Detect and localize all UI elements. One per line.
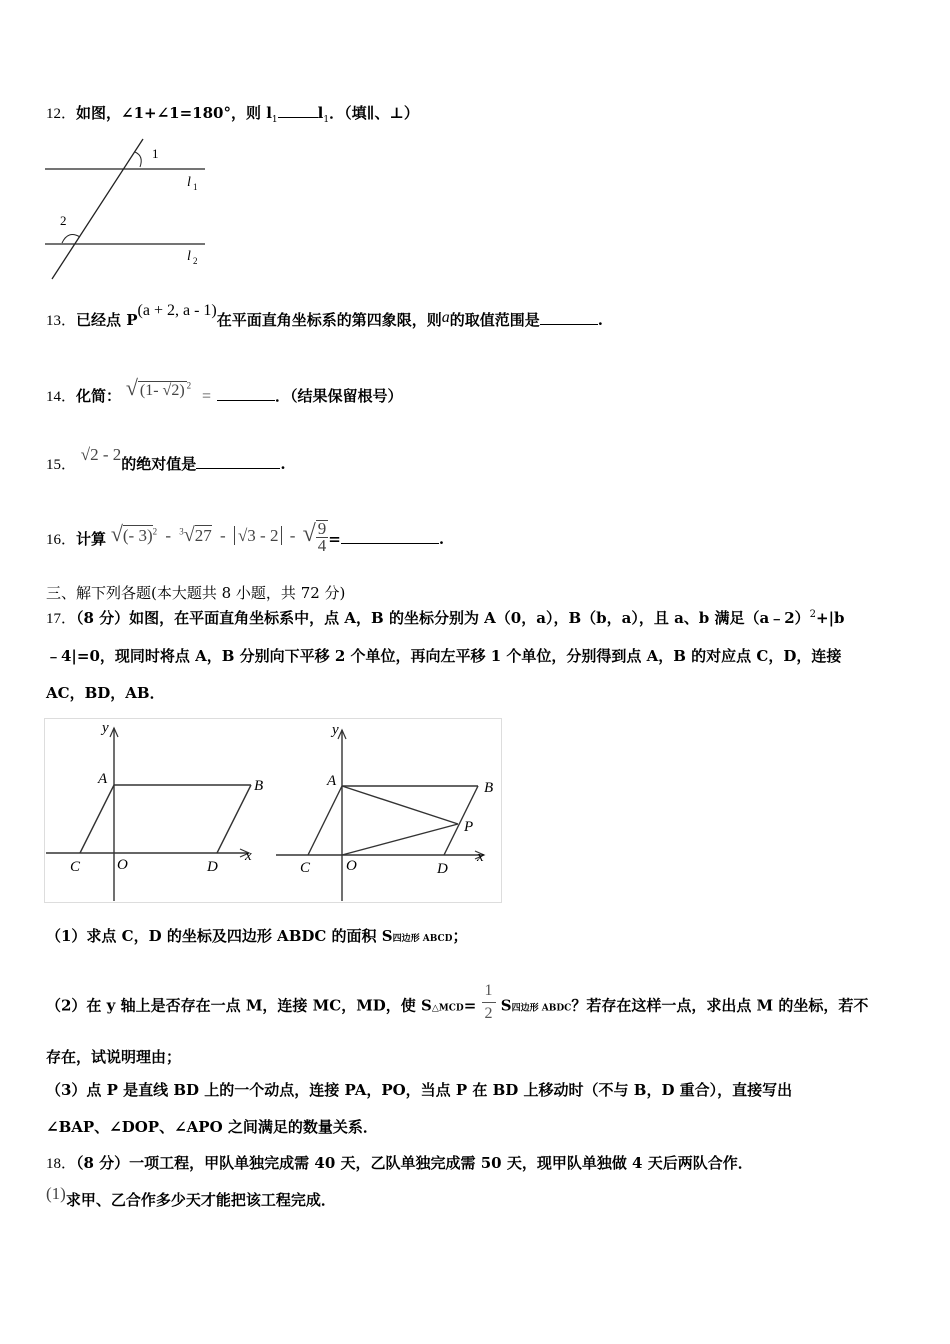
q17-text-line1-end: +|b xyxy=(816,609,845,627)
right-segment-ac xyxy=(308,786,342,855)
q17-sub3-cont: ∠BAP、∠DOP、∠APO 之间满足的数量关系． xyxy=(46,1118,378,1136)
q18-number: 18． xyxy=(46,1156,77,1172)
q17-sub2-frac-num: 1 xyxy=(482,980,496,1003)
section3-title: 三、解下列各题(本大题共 8 小题，共 72 分) xyxy=(46,584,346,602)
q18-sub1-label: (1) xyxy=(46,1184,66,1203)
angle1-label: 1 xyxy=(152,146,159,161)
q17-text-line1: （8 分）如图，在平面直角坐标系中，点 A，B 的坐标分别为 A（0，a），B（b，a），且 a、b 满足（a﹣2） xyxy=(76,609,810,627)
q17-sub2-text-a: （2）在 y 轴上是否存在一点 M，连接 MC，MD，使 S xyxy=(46,996,432,1015)
angle1-arc xyxy=(135,152,141,167)
right-label-d: D xyxy=(437,861,448,877)
left-label-b: B xyxy=(254,778,264,794)
left-segment-ac xyxy=(80,785,114,853)
q13-text-a: 已经点 P xyxy=(76,311,138,329)
q15-end: . xyxy=(280,455,286,473)
q16-minus-1: - xyxy=(165,525,172,545)
q17-sub2-cont: 存在，试说明理由； xyxy=(46,1048,182,1066)
left-label-d: D xyxy=(207,859,218,875)
q17-sub3: （3）点 P 是直线 BD 上的一个动点，连接 PA，PO，当点 P 在 BD 上移动时（不与 B，D 重合），直接写出 xyxy=(46,1081,793,1099)
q17-sub2-text-b: ？若存在这样一点，求出点 M 的坐标，若不 xyxy=(571,996,869,1015)
l1-label: l xyxy=(187,175,191,190)
q12-text-a: 如图，∠1+∠1=180°，则 l xyxy=(76,104,272,122)
angle2-label: 2 xyxy=(60,213,67,228)
q14-radical: √ (1- √2) $^2$ xyxy=(125,375,192,400)
q16-expression: √(- 3)$^2$ - $^3$√27 - √3 - 2 - √ $\frac{9}{4}$ xyxy=(110,519,327,555)
q13-expression: (a + 2, a - 1) xyxy=(137,302,217,319)
q17-number: 17． xyxy=(46,611,77,627)
right-label-a: A xyxy=(327,773,337,789)
q17-sub1-text: （1）求点 C，D 的坐标及四边形 ABDC 的面积 S xyxy=(46,927,393,945)
q17-figure xyxy=(44,718,502,904)
q14-answer-blank[interactable] xyxy=(217,386,275,401)
q18-line xyxy=(46,1152,753,1173)
l2-label: l xyxy=(187,249,191,264)
transversal-line xyxy=(52,139,143,279)
q12-sub2: 1 xyxy=(323,115,330,125)
left-label-a: A xyxy=(98,771,108,787)
q14-number: 14． xyxy=(46,389,77,405)
q17-superscript: 2 xyxy=(809,609,817,620)
q12-text-b: l xyxy=(317,104,324,122)
q14-text-a: 化简： xyxy=(76,387,122,405)
q17-sub2-subscript1: △MCD xyxy=(431,1003,464,1014)
q17-sub2-equals: = xyxy=(463,996,477,1015)
right-label-p: P xyxy=(464,819,474,835)
q17-line2: ﹣4|=0，现同时将点 A，B 分别向下平移 2 个单位，再向左平移 1 个单位，分别得到点 A，B 的对应点 C，D，连接 xyxy=(46,647,842,665)
q13-answer-blank[interactable] xyxy=(540,310,598,325)
left-label-x: x xyxy=(245,848,252,864)
right-label-o: O xyxy=(346,858,357,874)
q16-equals: = xyxy=(328,529,341,548)
q16-frac-den: 4 xyxy=(317,536,327,555)
q15-answer-blank[interactable] xyxy=(196,454,280,469)
q16-fraction xyxy=(316,520,329,554)
l2-sub-label: 2 xyxy=(193,256,198,266)
left-label-o: O xyxy=(117,857,128,873)
q13-variable: a xyxy=(441,309,450,326)
q13-end: . xyxy=(597,311,604,329)
angle2-arc xyxy=(62,235,80,243)
q15-expression: √2 - 2 xyxy=(80,445,122,464)
q18-sub1-text: 求甲、乙合作多少天才能把该工程完成． xyxy=(65,1191,336,1209)
left-label-c: C xyxy=(70,859,81,875)
q12-figure xyxy=(40,136,210,286)
q14-text-b: ．（结果保留根号） xyxy=(274,387,403,405)
q15-line xyxy=(46,445,286,474)
q16-cube-index: 3 xyxy=(179,526,184,537)
figure-border xyxy=(45,719,502,903)
q16-answer-blank[interactable] xyxy=(341,529,439,544)
q15-number: 15． xyxy=(46,457,77,473)
q17-sub1-end: ； xyxy=(452,927,468,945)
right-label-c: C xyxy=(300,860,311,876)
q17-sub2-fraction xyxy=(482,980,496,1025)
q16-part1: (- 3) xyxy=(122,525,153,545)
q16-part2: 27 xyxy=(194,525,212,545)
q16-exponent: 2 xyxy=(152,526,158,537)
q16-minus-3: - xyxy=(289,525,296,545)
right-segment-op xyxy=(342,824,458,855)
q16-end: . xyxy=(438,529,445,548)
right-label-x: x xyxy=(477,849,484,865)
q14-exponent: 2 xyxy=(186,380,192,391)
q16-line xyxy=(46,519,445,557)
left-label-y: y xyxy=(102,720,109,736)
q13-text-b: 在平面直角坐标系的第四象限，则 xyxy=(216,311,442,329)
q13-number: 13． xyxy=(46,313,77,329)
q14-equals: = xyxy=(201,388,211,405)
q16-abs-expr: √3 - 2 xyxy=(234,526,283,545)
q13-line xyxy=(46,302,604,330)
q12-text-c: ．（填∥、⊥） xyxy=(329,104,419,122)
q12-line xyxy=(46,102,419,125)
q12-number: 12． xyxy=(46,106,77,122)
q16-text-a: 计算 xyxy=(76,529,107,548)
q17-sub1-subscript: 四边形 ABCD xyxy=(392,934,453,944)
q17-sub2-frac-den: 2 xyxy=(484,1005,493,1022)
q13-text-c: 的取值范围是 xyxy=(449,311,540,329)
q17-sub1 xyxy=(46,925,467,946)
right-segment-ap xyxy=(342,786,458,824)
q16-minus-2: - xyxy=(220,525,226,545)
q18-text: （8 分）一项工程，甲队单独完成需 40 天，乙队单独完成需 50 天，现甲队单独做 4 天后两队合作． xyxy=(76,1154,753,1172)
q12-sub1: 1 xyxy=(271,115,278,125)
q17-line1 xyxy=(46,607,845,628)
q16-frac-num: 9 xyxy=(317,519,327,538)
left-plot xyxy=(46,720,263,901)
l1-sub-label: 1 xyxy=(193,182,198,192)
q17-sub2 xyxy=(46,984,868,1029)
q17-sub2-s: S xyxy=(500,996,512,1015)
q16-number: 16． xyxy=(46,531,77,548)
right-label-y: y xyxy=(332,722,339,738)
q14-line xyxy=(46,375,403,407)
q17-sub2-subscript2: 四边形 ABDC xyxy=(511,1003,572,1014)
left-segment-bd xyxy=(217,785,251,853)
right-label-b: B xyxy=(484,780,494,796)
q14-radicand: (1- √2) xyxy=(139,382,185,399)
q18-sub1 xyxy=(46,1184,336,1210)
q17-line3: AC，BD，AB． xyxy=(46,684,165,702)
q15-text: 的绝对值是 xyxy=(121,455,197,473)
right-plot xyxy=(276,722,493,901)
q12-answer-blank[interactable] xyxy=(278,103,318,118)
